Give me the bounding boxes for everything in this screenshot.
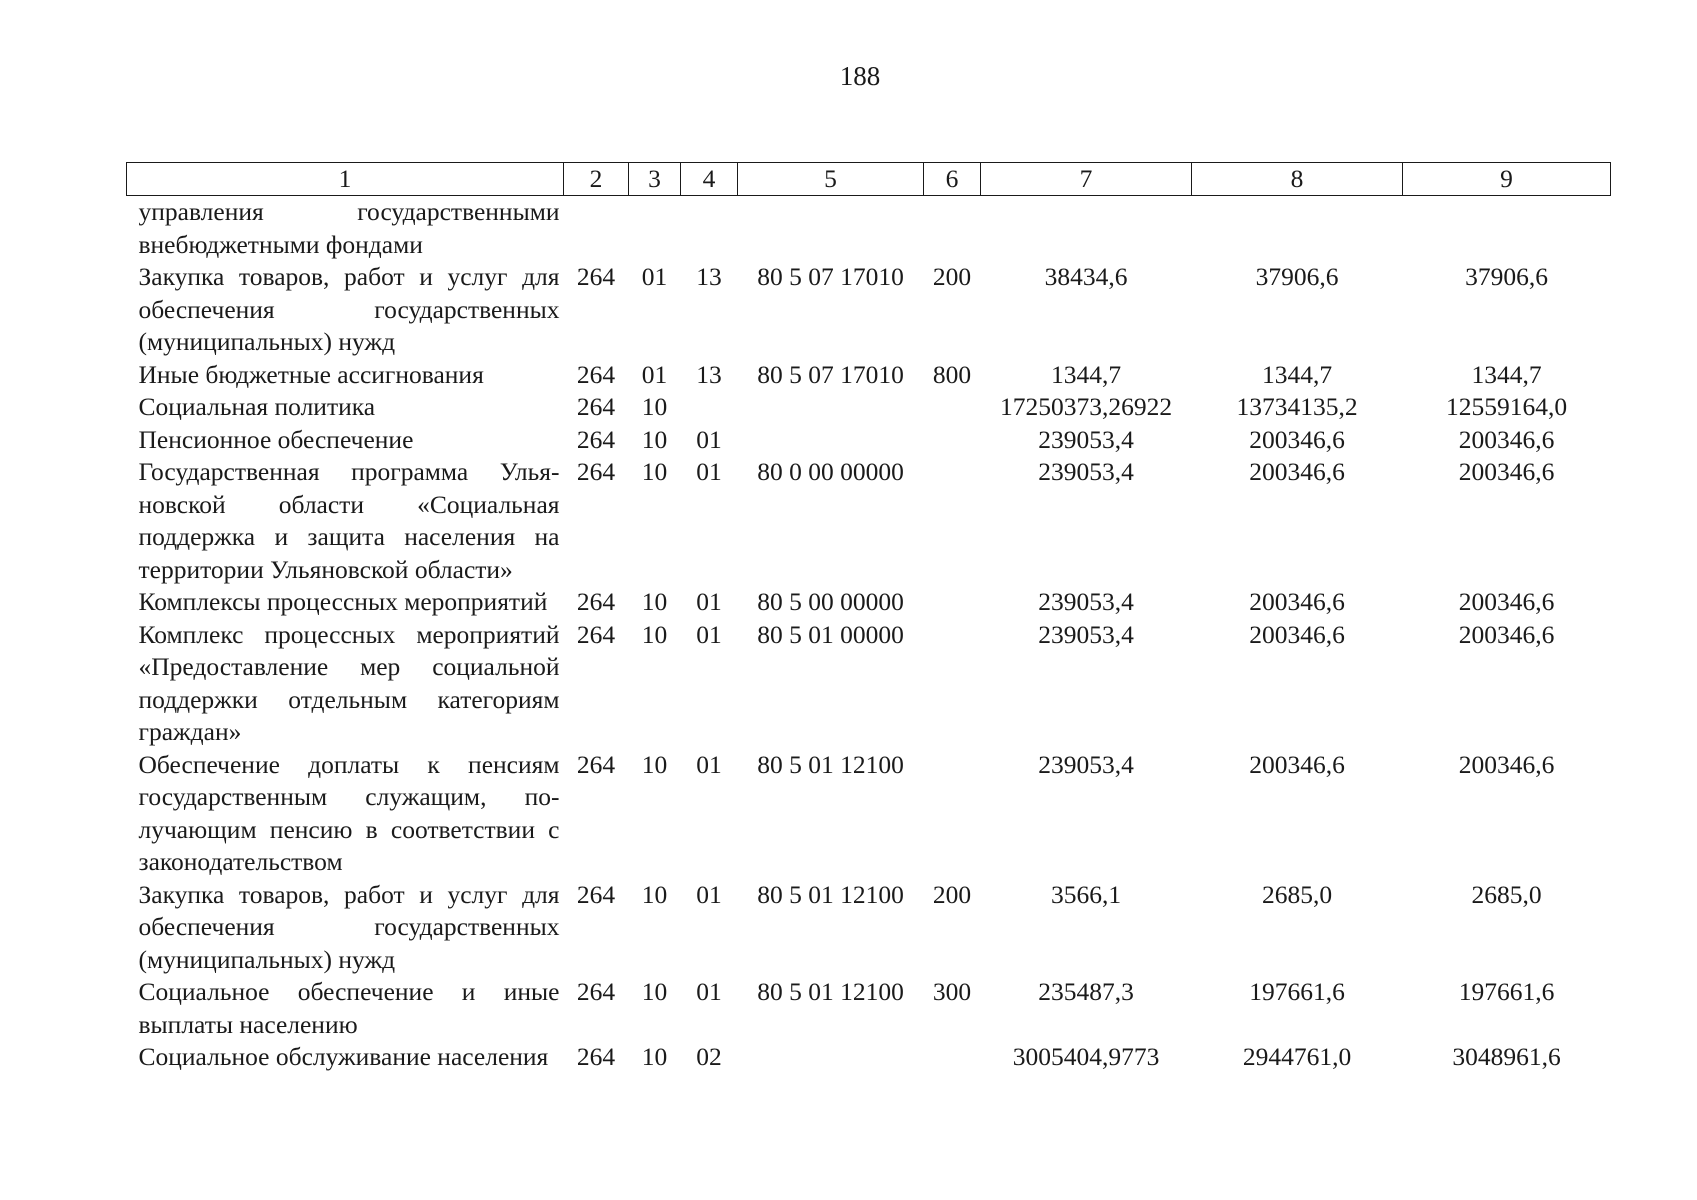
row-name: Социальное обеспечение и иные выплаты населению: [138, 977, 560, 1039]
admin-code: 264: [576, 392, 616, 421]
expense-type-code: 800: [932, 359, 972, 389]
admin-code: 264: [576, 262, 616, 291]
section-code: 10: [641, 587, 668, 616]
expense-type-code: [924, 391, 981, 424]
admin-code: 264: [576, 359, 616, 389]
amount-col8: 200346,6: [1249, 587, 1345, 616]
row-name: Государственная программа Ульяновской области «Социальная поддержка и защита населения на территории Ульяновской области»: [138, 457, 560, 584]
row-name: Закупка товаров, работ и услуг для обеспечения государственных (муниципальных) нужд: [138, 879, 560, 974]
target-article-code: 80 5 00 00000: [757, 587, 904, 616]
amount-col9: 3048961,6: [1452, 1042, 1561, 1071]
amount-col8: 200346,6: [1249, 749, 1345, 779]
expense-type-code: [924, 619, 981, 749]
target-article-code: 80 5 07 17010: [757, 262, 904, 291]
subsection-code: [681, 391, 738, 424]
admin-code: 264: [576, 977, 616, 1006]
row-name: Обеспечение доплаты к пенсиям государственным служащим, получающим пенсию в соответствии с законодательством: [138, 749, 560, 876]
expense-type-code: [924, 749, 981, 879]
amount-col8: 200346,6: [1249, 424, 1345, 454]
amount-col8: 200346,6: [1249, 619, 1345, 649]
target-article-code: [738, 1041, 924, 1074]
table-header: [127, 163, 1611, 196]
expense-type-code: [924, 456, 981, 586]
amount-col8: 197661,6: [1249, 977, 1345, 1006]
admin-code: 264: [576, 879, 616, 909]
table-row: [127, 749, 1611, 879]
amount-col7: [981, 196, 1192, 262]
column-header: 3: [629, 163, 681, 196]
target-article-code: [738, 424, 924, 457]
amount-col7: 239053,4: [1038, 457, 1134, 486]
column-header: 7: [981, 163, 1192, 196]
subsection-code: 01: [696, 879, 722, 909]
row-name: Иные бюджетные ассигнования: [138, 359, 484, 389]
section-code: 10: [641, 424, 668, 454]
target-article-code: [738, 196, 924, 262]
section-code: 10: [641, 879, 668, 909]
column-header: 4: [681, 163, 738, 196]
target-article-code: 80 5 01 00000: [757, 619, 904, 649]
expense-type-code: [924, 586, 981, 619]
amount-col9: 200346,6: [1458, 457, 1555, 486]
budget-table: [126, 162, 1611, 1074]
amount-col7: 1344,7: [1050, 359, 1122, 389]
amount-col9: 1344,7: [1471, 359, 1542, 389]
subsection-code: 13: [696, 359, 722, 389]
subsection-code: 01: [696, 587, 722, 616]
row-name: Комплексы процессных мероприятий: [138, 587, 548, 616]
section-code: 01: [641, 262, 668, 291]
amount-col9: 200346,6: [1458, 587, 1555, 616]
amount-col8: 200346,6: [1249, 457, 1345, 486]
table-row: [127, 261, 1611, 359]
amount-col8: 1344,7: [1261, 359, 1333, 389]
admin-code: 264: [576, 1042, 616, 1071]
amount-col9: 200346,6: [1458, 619, 1555, 649]
admin-code: 264: [576, 749, 616, 779]
amount-col7: 235487,3: [1038, 977, 1134, 1006]
admin-code: [564, 196, 629, 262]
table-row: [127, 391, 1611, 424]
subsection-code: 01: [696, 977, 722, 1006]
row-name: Социальная политика: [138, 392, 376, 421]
target-article-code: 80 0 00 00000: [757, 457, 904, 486]
expense-type-code: 300: [932, 977, 972, 1006]
table-row: [127, 586, 1611, 619]
amount-col9: 37906,6: [1465, 262, 1548, 291]
section-code: 10: [641, 619, 668, 649]
amount-col7: 38434,6: [1044, 262, 1128, 291]
amount-col7: 3005404,9773: [1012, 1042, 1160, 1071]
amount-col9: [1403, 196, 1611, 262]
table-body: [127, 196, 1611, 1074]
amount-col8: [1192, 196, 1403, 262]
row-name: Закупка товаров, работ и услуг для обеспечения государственных (муниципальных) нужд: [138, 262, 560, 356]
amount-col8: 13734135,2: [1236, 392, 1358, 421]
column-header: 6: [924, 163, 981, 196]
expense-type-code: [924, 424, 981, 457]
amount-col9: 197661,6: [1458, 977, 1555, 1006]
subsection-code: 01: [696, 619, 722, 649]
amount-col7: 3566,1: [1050, 879, 1122, 909]
amount-col8: 2944761,0: [1242, 1042, 1352, 1071]
admin-code: 264: [576, 587, 616, 616]
expense-type-code: 200: [932, 262, 972, 291]
amount-col7: 239053,4: [1038, 749, 1134, 779]
column-header: 1: [127, 163, 564, 196]
amount-col9: 200346,6: [1458, 749, 1555, 779]
column-header: 2: [564, 163, 629, 196]
row-name: Социальное обслуживание населения: [138, 1042, 549, 1071]
target-article-code: 80 5 07 17010: [757, 359, 904, 389]
subsection-code: 02: [696, 1042, 722, 1071]
subsection-code: 13: [696, 262, 722, 291]
target-article-code: 80 5 01 12100: [757, 749, 904, 779]
table-row: [127, 619, 1611, 749]
table-row: [127, 196, 1611, 262]
section-code: 10: [641, 977, 668, 1006]
admin-code: 264: [576, 424, 616, 454]
expense-type-code: 200: [932, 879, 972, 909]
section-code: 10: [641, 392, 668, 421]
amount-col7: 239053,4: [1038, 587, 1134, 616]
row-name: Комплекс процессных мероприятий «Предоставление мер социальной поддержки отдельным категориям граждан»: [138, 619, 560, 746]
header-row: [127, 163, 1611, 196]
amount-col7: 17250373,26922: [999, 392, 1173, 421]
expense-type-code: [924, 1041, 981, 1074]
table-row: [127, 976, 1611, 1041]
table-row: [127, 359, 1611, 392]
column-header: 9: [1403, 163, 1611, 196]
target-article-code: 80 5 01 12100: [757, 879, 904, 909]
section-code: 10: [641, 1042, 668, 1071]
row-name: Пенсионное обеспечение: [138, 424, 414, 454]
subsection-code: [681, 196, 738, 262]
admin-code: 264: [576, 619, 616, 649]
row-name: управления государственными внебюджетными фондами: [138, 197, 560, 259]
section-code: 10: [641, 457, 668, 486]
subsection-code: 01: [696, 457, 722, 486]
table-row: [127, 424, 1611, 457]
section-code: [629, 196, 681, 262]
section-code: 10: [641, 749, 668, 779]
section-code: 01: [641, 359, 668, 389]
table-row: [127, 1041, 1611, 1074]
table-row: [127, 456, 1611, 586]
amount-col7: 239053,4: [1038, 424, 1134, 454]
table-row: [127, 879, 1611, 977]
column-header: 5: [738, 163, 924, 196]
page-number: 188: [839, 61, 881, 91]
expense-type-code: [924, 196, 981, 262]
amount-col8: 2685,0: [1261, 879, 1333, 909]
target-article-code: 80 5 01 12100: [757, 977, 904, 1006]
amount-col7: 239053,4: [1038, 619, 1134, 649]
column-header: 8: [1192, 163, 1403, 196]
amount-col9: 2685,0: [1471, 879, 1542, 909]
admin-code: 264: [576, 457, 616, 486]
subsection-code: 01: [696, 749, 722, 779]
target-article-code: [738, 391, 924, 424]
amount-col8: 37906,6: [1255, 262, 1339, 291]
amount-col9: 200346,6: [1458, 424, 1555, 454]
subsection-code: 01: [696, 424, 722, 454]
amount-col9: 12559164,0: [1445, 392, 1568, 421]
